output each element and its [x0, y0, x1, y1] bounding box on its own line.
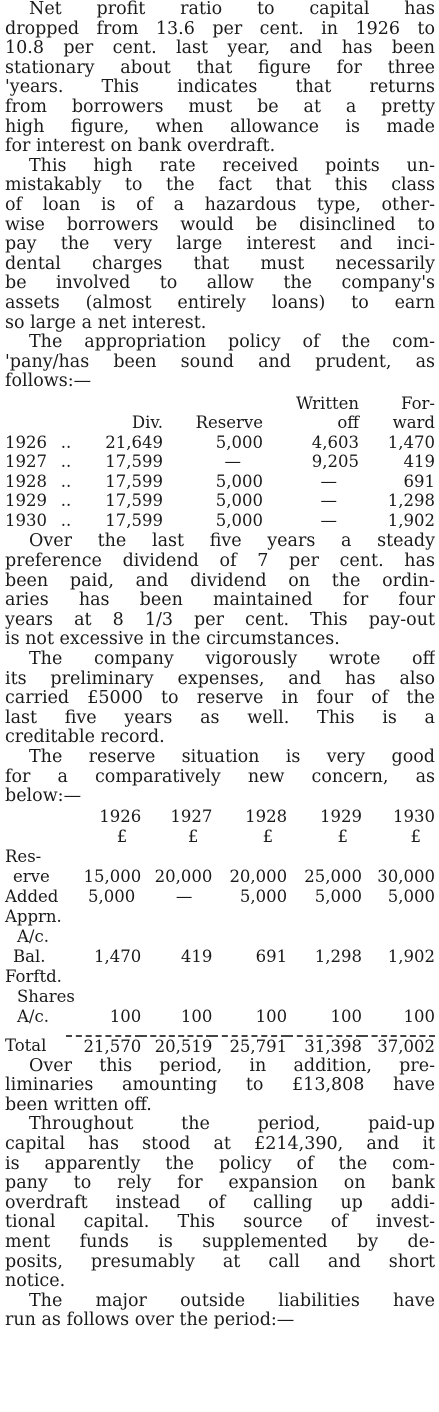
row-label: Res-: [5, 846, 42, 866]
text-line: dropped from 13.6 per cent. in 1926 to: [5, 19, 435, 39]
leader-dots: ..: [60, 491, 72, 511]
value-cell: 15,000: [83, 866, 142, 886]
expenses-paragraph: [5, 650, 435, 748]
total-row: [5, 1036, 435, 1057]
forward-cell: 1,298: [387, 491, 435, 511]
year-cell: 1930: [5, 510, 47, 530]
column-header: [81, 394, 163, 414]
table-header-row: [5, 827, 435, 847]
dividend-paragraph: [5, 532, 435, 650]
text-line: last five years as well. This is a: [5, 708, 435, 728]
text-line: high figure, when allowance is made: [5, 117, 435, 137]
text-line: for interest on bank overdraft.: [5, 137, 276, 157]
table-header-row: [5, 413, 435, 433]
div-cell: 21,649: [105, 432, 163, 452]
text-line: run as follows over the period:—: [5, 1311, 295, 1331]
appropriation-table: [5, 394, 435, 531]
column-header: off: [337, 413, 359, 433]
value-cell: 100: [180, 1006, 213, 1026]
text-line: The company vigorously wrote off: [29, 649, 435, 669]
appropriation-paragraph: [5, 333, 435, 392]
reserve-cell: 5,000: [215, 491, 263, 511]
table-row: [5, 967, 435, 987]
currency-header: £: [262, 826, 274, 846]
forward-cell: 691: [403, 471, 435, 491]
text-line: posits, presumably at call and short: [5, 1252, 435, 1272]
table-header-row: [5, 394, 435, 414]
currency-header: £: [410, 826, 421, 846]
leader-dots: ..: [60, 510, 72, 530]
value-cell: 25,000: [304, 866, 362, 886]
table-row: [5, 511, 435, 531]
text-line: liminaries amounting to £13,808 have: [5, 1076, 435, 1096]
row-label: Apprn.: [5, 906, 62, 926]
reserve-cell: 5,000: [215, 432, 263, 452]
text-line: capital has stood at £214,390, and it: [5, 1135, 435, 1155]
table-row: [5, 947, 435, 967]
table-row: [5, 907, 435, 927]
text-line: The major outside liabilities have: [29, 1291, 435, 1311]
row-label: Added: [5, 886, 59, 906]
leader-dots: ..: [60, 471, 72, 491]
value-cell: 5,000: [88, 886, 136, 906]
column-header: Div.: [131, 413, 163, 433]
row-label: Forftd.: [5, 966, 62, 986]
table-row: [5, 433, 435, 453]
value-cell: 20,000: [229, 866, 288, 886]
year-cell: 1929: [5, 491, 47, 511]
table-row: [5, 927, 435, 947]
text-line: mistakably to the fact that this class: [5, 176, 435, 196]
text-line: 'years. This indicates that returns: [5, 78, 435, 98]
value-cell: 1,298: [314, 946, 362, 966]
text-line: years at 8 1/3 per cent. This pay-out: [5, 610, 435, 630]
year-header: 1928: [245, 806, 288, 826]
reserve-table: [5, 807, 435, 1057]
forward-cell: 1,902: [387, 510, 435, 530]
written-off-cell: 9,205: [311, 452, 359, 472]
total-cell: 37,002: [377, 1036, 435, 1056]
value-cell: 5,000: [314, 886, 362, 906]
text-line: pany to rely for expansion on bank: [5, 1174, 435, 1194]
table-header-row: [5, 807, 435, 827]
total-cell: 25,791: [229, 1036, 288, 1056]
year-header: 1929: [320, 806, 362, 826]
text-line: from borrowers must be at a pretty: [5, 97, 435, 117]
text-line: is not excessive in the circumstances.: [5, 630, 340, 650]
text-line: been written off.: [5, 1095, 152, 1115]
reserve-cell: —: [224, 452, 241, 472]
text-line: of loan is of a hazardous type, other-: [5, 195, 435, 215]
forward-cell: 1,470: [387, 432, 435, 452]
currency-header: £: [116, 826, 128, 846]
text-line: aries has been maintained for four: [5, 591, 435, 611]
text-line: creditable record.: [5, 728, 165, 748]
text-line: so large a net interest.: [5, 313, 207, 333]
value-cell: 100: [109, 1006, 142, 1026]
row-label: A/c.: [17, 1006, 49, 1026]
total-cell: 21,570: [83, 1036, 142, 1056]
table-row: [5, 452, 435, 472]
currency-header: £: [337, 826, 348, 846]
text-line: tional capital. This source of invest-: [5, 1213, 435, 1233]
div-cell: 17,599: [105, 471, 163, 491]
table-row: [5, 987, 435, 1007]
text-line: be involved to allow the company's: [5, 274, 435, 294]
liabilities-paragraph: [5, 1292, 435, 1331]
year-cell: 1926: [5, 432, 47, 452]
value-cell: 1,470: [94, 946, 142, 966]
value-cell: 100: [403, 1006, 435, 1026]
row-label: Total: [5, 1036, 47, 1056]
table-row: [5, 847, 435, 867]
year-header: 1926: [99, 806, 142, 826]
leader-dots: ..: [60, 432, 72, 452]
written-off-cell: —: [320, 491, 337, 511]
written-off-cell: —: [320, 471, 337, 491]
capital-paragraph: [5, 1115, 435, 1291]
text-line: The reserve situation is very good: [29, 747, 435, 767]
year-header: 1927: [170, 806, 213, 826]
value-cell: 419: [180, 946, 213, 966]
text-line: is apparently the policy of the com-: [5, 1154, 435, 1174]
reserve-paragraph: [5, 748, 435, 807]
table-row: [5, 472, 435, 492]
text-line: for a comparatively new concern, as: [5, 767, 435, 787]
value-cell: —: [175, 886, 193, 906]
column-header: [163, 394, 263, 414]
forward-cell: 419: [403, 452, 435, 472]
year-cell: 1927: [5, 452, 47, 472]
row-label: Shares: [17, 986, 75, 1006]
text-line: dental charges that must necessarily: [5, 254, 435, 274]
text-line: overdraft instead of calling up addi-: [5, 1193, 435, 1213]
text-line: follows:—: [5, 372, 92, 392]
text-line: its preliminary expenses, and has also: [5, 669, 435, 689]
text-line: Over this period, in addition, pre-: [29, 1056, 435, 1076]
value-cell: 691: [255, 946, 288, 966]
text-line: notice.: [5, 1272, 66, 1292]
text-line: Throughout the period, paid-up: [29, 1115, 435, 1135]
text-line: This high rate received points un-: [29, 156, 435, 176]
text-line: carried £5000 to reserve in four of the: [5, 689, 435, 709]
table-row: [5, 491, 435, 511]
text-line: 'pany/has been sound and prudent, as: [5, 352, 435, 372]
text-line: Over the last five years a steady: [29, 532, 435, 552]
value-cell: 5,000: [387, 886, 435, 906]
value-cell: 20,000: [154, 866, 213, 886]
column-header: Reserve: [195, 413, 263, 433]
total-cell: 31,398: [304, 1036, 362, 1056]
value-cell: 100: [330, 1006, 362, 1026]
table-row: [5, 1007, 435, 1027]
div-cell: 17,599: [105, 491, 163, 511]
year-header: 1930: [393, 806, 435, 826]
total-cell: 20,519: [154, 1036, 213, 1056]
written-off-cell: —: [320, 510, 337, 530]
row-label: Bal.: [13, 946, 46, 966]
text-line: assets (almost entirely loans) to earn: [5, 293, 435, 313]
text-line: 10.8 per cent. last year, and has been: [5, 39, 435, 59]
preliminaries-paragraph: [5, 1057, 435, 1116]
year-cell: 1928: [5, 471, 47, 491]
div-cell: 17,599: [105, 510, 163, 530]
text-line: pay the very large interest and inci-: [5, 235, 435, 255]
column-header: Written: [295, 393, 359, 413]
column-header: ward: [392, 413, 435, 433]
total-rule: [5, 1027, 435, 1036]
written-off-cell: 4,603: [311, 432, 359, 452]
div-cell: 17,599: [105, 452, 163, 472]
text-line: been paid, and dividend on the ordin-: [5, 571, 435, 591]
reserve-cell: 5,000: [215, 510, 263, 530]
hazard-paragraph: [5, 157, 435, 333]
row-label: erve: [13, 866, 50, 886]
currency-header: £: [187, 826, 199, 846]
intro-paragraph: [5, 0, 435, 157]
text-line: wise borrowers would be disinclined to: [5, 215, 435, 235]
value-cell: 30,000: [377, 866, 435, 886]
text-line: ment funds is supplemented by de-: [5, 1233, 435, 1253]
reserve-cell: 5,000: [215, 471, 263, 491]
leader-dots: ..: [60, 452, 72, 472]
value-cell: 100: [255, 1006, 288, 1026]
text-line: below:—: [5, 787, 82, 807]
text-line: Net profit ratio to capital has: [29, 0, 435, 19]
text-line: preference dividend of 7 per cent. has: [5, 551, 435, 571]
table-row: [5, 887, 435, 907]
value-cell: 1,902: [387, 946, 435, 966]
value-cell: 5,000: [239, 886, 288, 906]
table-row: [5, 867, 435, 887]
row-label: A/c.: [17, 926, 49, 946]
column-header: For-: [401, 393, 435, 413]
text-line: stationary about that figure for three: [5, 58, 435, 78]
text-line: The appropriation policy of the com-: [29, 333, 435, 353]
